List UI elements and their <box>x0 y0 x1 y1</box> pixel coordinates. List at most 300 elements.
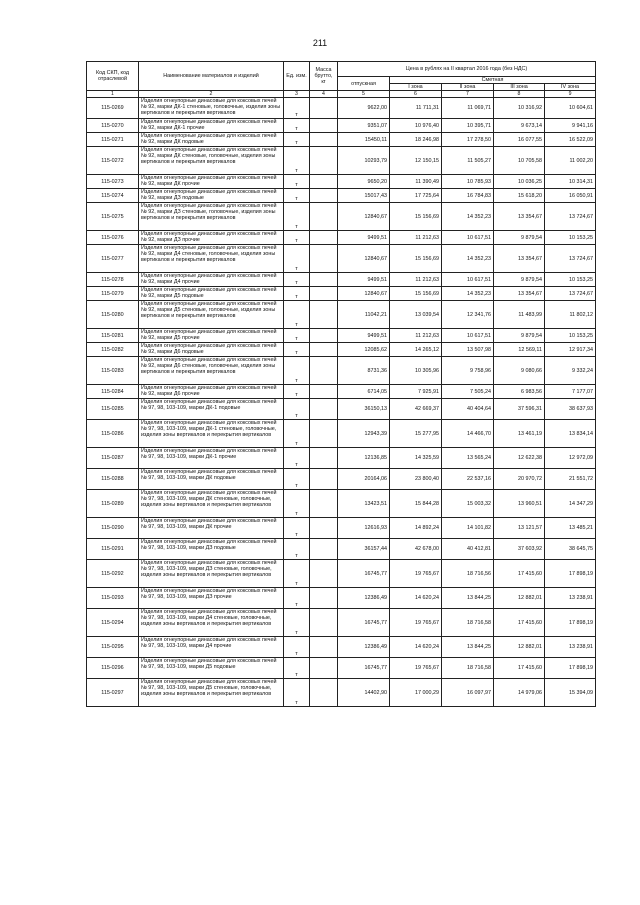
row-code: 115-0280 <box>87 301 139 329</box>
row-zone4-price: 12 917,34 <box>545 343 596 357</box>
row-zone1-price: 18 246,98 <box>390 133 442 147</box>
row-zone3-price: 12 882,01 <box>494 637 545 658</box>
row-zone1-price: 11 212,63 <box>390 231 442 245</box>
page-number: 211 <box>312 38 328 48</box>
row-mass <box>310 329 338 343</box>
row-zone2-price: 10 785,93 <box>442 175 494 189</box>
table-row <box>87 147 596 175</box>
row-mass <box>310 518 338 539</box>
row-zone4-price: 38 637,93 <box>545 399 596 420</box>
row-mass <box>310 679 338 707</box>
row-zone1-price: 14 892,24 <box>390 518 442 539</box>
row-zone4-price: 11 002,20 <box>545 147 596 175</box>
row-unit: т <box>284 420 310 448</box>
row-mass <box>310 420 338 448</box>
column-numbers-row <box>87 91 596 98</box>
row-zone2-price: 14 101,82 <box>442 518 494 539</box>
table-row <box>87 189 596 203</box>
row-zone3-price: 17 415,60 <box>494 560 545 588</box>
row-zone4-price: 17 898,19 <box>545 658 596 679</box>
row-zone1-price: 15 277,95 <box>390 420 442 448</box>
row-unit: т <box>284 588 310 609</box>
row-zone3-price: 6 983,56 <box>494 385 545 399</box>
row-release-price: 16745,77 <box>338 658 390 679</box>
row-name: Изделия огнеупорные динасовые для коксовых печей № 92, марки ДК подовые <box>139 133 284 147</box>
row-code: 115-0284 <box>87 385 139 399</box>
row-name: Изделия огнеупорные динасовые для коксовых печей № 92, марки ДЗ стеновые, головочные, изделия зоны вертикалов и перекрытия вертикалов <box>139 203 284 231</box>
table-row <box>87 448 596 469</box>
row-code: 115-0287 <box>87 448 139 469</box>
row-code: 115-0295 <box>87 637 139 658</box>
row-code: 115-0286 <box>87 420 139 448</box>
row-zone2-price: 22 537,16 <box>442 469 494 490</box>
header-price-group: Цена в рублях на II квартал 2016 года (без НДС) <box>338 62 596 77</box>
table-row <box>87 469 596 490</box>
row-unit: т <box>284 469 310 490</box>
row-zone4-price: 10 153,25 <box>545 329 596 343</box>
row-zone4-price: 17 898,19 <box>545 609 596 637</box>
row-zone4-price: 13 238,91 <box>545 637 596 658</box>
row-name: Изделия огнеупорные динасовые для коксовых печей № 92, марки ДЗ прочие <box>139 231 284 245</box>
row-mass <box>310 560 338 588</box>
row-unit: т <box>284 245 310 273</box>
row-name: Изделия огнеупорные динасовые для коксовых печей № 97, 98, 103-109, марки Д4 стеновые, головочные, изделия зоны вертикалов и перекрытия вертикалов <box>139 609 284 637</box>
table-row <box>87 637 596 658</box>
table-row <box>87 588 596 609</box>
row-zone1-price: 19 765,67 <box>390 609 442 637</box>
row-name: Изделия огнеупорные динасовые для коксовых печей № 92, марки Д4 стеновые, головочные, изделия зоны вертикалов и перекрытия вертикалов <box>139 245 284 273</box>
row-zone3-price: 12 882,01 <box>494 588 545 609</box>
row-zone3-price: 13 461,19 <box>494 420 545 448</box>
row-unit: т <box>284 133 310 147</box>
table-row <box>87 231 596 245</box>
row-release-price: 12943,39 <box>338 420 390 448</box>
row-mass <box>310 539 338 560</box>
row-unit: т <box>284 231 310 245</box>
row-release-price: 36150,13 <box>338 399 390 420</box>
row-unit: т <box>284 175 310 189</box>
row-code: 115-0289 <box>87 490 139 518</box>
row-zone3-price: 10 705,58 <box>494 147 545 175</box>
row-zone2-price: 10 617,51 <box>442 273 494 287</box>
table-row <box>87 609 596 637</box>
row-mass <box>310 399 338 420</box>
table-row <box>87 175 596 189</box>
row-name: Изделия огнеупорные динасовые для коксовых печей № 97, 98, 103-109, марки ДК-1 прочие <box>139 448 284 469</box>
row-zone3-price: 13 960,51 <box>494 490 545 518</box>
row-zone3-price: 10 316,92 <box>494 98 545 119</box>
column-number: 8 <box>494 91 545 98</box>
row-zone2-price: 9 758,96 <box>442 357 494 385</box>
row-release-price: 12085,62 <box>338 343 390 357</box>
row-zone2-price: 18 716,56 <box>442 560 494 588</box>
row-mass <box>310 448 338 469</box>
row-code: 115-0281 <box>87 329 139 343</box>
row-code: 115-0272 <box>87 147 139 175</box>
row-zone3-price: 9 879,54 <box>494 231 545 245</box>
row-zone3-price: 12 569,11 <box>494 343 545 357</box>
row-release-price: 12840,67 <box>338 203 390 231</box>
row-zone3-price: 37 603,92 <box>494 539 545 560</box>
table-body <box>87 98 596 707</box>
row-name: Изделия огнеупорные динасовые для коксовых печей № 92, марки Д5 прочие <box>139 329 284 343</box>
header-zone3: III зона <box>494 84 545 91</box>
row-zone2-price: 7 505,24 <box>442 385 494 399</box>
table-row <box>87 203 596 231</box>
row-zone3-price: 9 080,66 <box>494 357 545 385</box>
row-zone2-price: 11 069,71 <box>442 98 494 119</box>
header-zone4: IV зона <box>545 84 596 91</box>
row-zone4-price: 13 724,67 <box>545 287 596 301</box>
row-zone4-price: 21 551,72 <box>545 469 596 490</box>
row-code: 115-0297 <box>87 679 139 707</box>
row-unit: т <box>284 490 310 518</box>
row-zone2-price: 40 404,64 <box>442 399 494 420</box>
row-name: Изделия огнеупорные динасовые для коксовых печей № 92, марки ДК-1 стеновые, головочные, изделия зоны вертикалов и перекрытия вертикалов <box>139 98 284 119</box>
row-unit: т <box>284 399 310 420</box>
row-mass <box>310 147 338 175</box>
row-zone2-price: 10 617,51 <box>442 231 494 245</box>
row-zone2-price: 16 097,97 <box>442 679 494 707</box>
row-zone3-price: 12 622,38 <box>494 448 545 469</box>
row-zone1-price: 23 800,40 <box>390 469 442 490</box>
table-row <box>87 273 596 287</box>
row-zone3-price: 11 483,99 <box>494 301 545 329</box>
row-zone2-price: 17 278,50 <box>442 133 494 147</box>
row-code: 115-0283 <box>87 357 139 385</box>
column-number: 2 <box>139 91 284 98</box>
row-mass <box>310 273 338 287</box>
column-number: 5 <box>338 91 390 98</box>
row-mass <box>310 469 338 490</box>
row-zone4-price: 16 050,91 <box>545 189 596 203</box>
header-unit: Ед. изм. <box>284 62 310 91</box>
row-name: Изделия огнеупорные динасовые для коксовых печей № 92, марки ДЗ подовые <box>139 189 284 203</box>
row-zone2-price: 13 507,98 <box>442 343 494 357</box>
row-zone2-price: 16 784,83 <box>442 189 494 203</box>
row-mass <box>310 301 338 329</box>
row-mass <box>310 490 338 518</box>
row-zone2-price: 15 003,32 <box>442 490 494 518</box>
row-zone4-price: 38 645,75 <box>545 539 596 560</box>
row-mass <box>310 175 338 189</box>
row-zone4-price: 10 604,61 <box>545 98 596 119</box>
row-zone1-price: 11 711,31 <box>390 98 442 119</box>
row-name: Изделия огнеупорные динасовые для коксовых печей № 97, 98, 103-109, марки Д5 подовые <box>139 658 284 679</box>
row-zone1-price: 15 156,69 <box>390 245 442 273</box>
header-zone1: I зона <box>390 84 442 91</box>
table-row <box>87 385 596 399</box>
row-zone4-price: 13 485,21 <box>545 518 596 539</box>
row-release-price: 15450,11 <box>338 133 390 147</box>
row-name: Изделия огнеупорные динасовые для коксовых печей № 92, марки ДК стеновые, головочные, изделия зоны вертикалов и перекрытия вертикалов <box>139 147 284 175</box>
row-name: Изделия огнеупорные динасовые для коксовых печей № 92, марки Д6 стеновые, головочные, изделия зоны вертикалов и перекрытия вертикалов <box>139 357 284 385</box>
row-release-price: 9499,51 <box>338 231 390 245</box>
row-unit: т <box>284 539 310 560</box>
row-zone3-price: 17 415,60 <box>494 609 545 637</box>
header-release: отпускная <box>338 77 390 91</box>
row-zone3-price: 9 879,54 <box>494 273 545 287</box>
row-unit: т <box>284 609 310 637</box>
row-unit: т <box>284 343 310 357</box>
row-code: 115-0291 <box>87 539 139 560</box>
row-zone3-price: 9 879,54 <box>494 329 545 343</box>
table-row <box>87 287 596 301</box>
row-name: Изделия огнеупорные динасовые для коксовых печей № 97, 98, 103-109, марки Д5 стеновые, головочные, изделия зоны вертикалов и перекрытия вертикалов <box>139 679 284 707</box>
row-release-price: 12840,67 <box>338 287 390 301</box>
row-unit: т <box>284 329 310 343</box>
row-mass <box>310 231 338 245</box>
row-zone2-price: 12 341,76 <box>442 301 494 329</box>
row-release-price: 6714,05 <box>338 385 390 399</box>
column-number: 3 <box>284 91 310 98</box>
row-unit: т <box>284 637 310 658</box>
column-number: 4 <box>310 91 338 98</box>
row-code: 115-0277 <box>87 245 139 273</box>
row-release-price: 13423,51 <box>338 490 390 518</box>
row-zone4-price: 13 724,67 <box>545 245 596 273</box>
row-zone4-price: 15 394,09 <box>545 679 596 707</box>
row-zone1-price: 17 725,64 <box>390 189 442 203</box>
row-zone1-price: 14 620,24 <box>390 637 442 658</box>
row-code: 115-0294 <box>87 609 139 637</box>
header-code: Код СКП, код отраслевой <box>87 62 139 91</box>
row-zone2-price: 10 395,71 <box>442 119 494 133</box>
row-zone1-price: 15 844,28 <box>390 490 442 518</box>
row-zone2-price: 18 716,58 <box>442 609 494 637</box>
row-name: Изделия огнеупорные динасовые для коксовых печей № 97, 98, 103-109, марки ДК стеновые, головочные, изделия зоны вертикалов и перекрытия вертикалов <box>139 490 284 518</box>
row-unit: т <box>284 119 310 133</box>
row-release-price: 20164,06 <box>338 469 390 490</box>
row-zone2-price: 10 617,51 <box>442 329 494 343</box>
row-mass <box>310 98 338 119</box>
row-zone3-price: 17 415,60 <box>494 658 545 679</box>
row-unit: т <box>284 448 310 469</box>
table-row <box>87 679 596 707</box>
row-zone4-price: 13 724,67 <box>545 203 596 231</box>
row-name: Изделия огнеупорные динасовые для коксовых печей № 97, 98, 103-109, марки Д4 прочие <box>139 637 284 658</box>
row-zone4-price: 7 177,07 <box>545 385 596 399</box>
row-zone1-price: 14 620,24 <box>390 588 442 609</box>
row-code: 115-0278 <box>87 273 139 287</box>
row-name: Изделия огнеупорные динасовые для коксовых печей № 92, марки Д6 прочие <box>139 385 284 399</box>
column-number: 6 <box>390 91 442 98</box>
row-release-price: 8731,36 <box>338 357 390 385</box>
row-release-price: 16745,77 <box>338 609 390 637</box>
row-name: Изделия огнеупорные динасовые для коксовых печей № 97, 98, 103-109, марки ДК прочие <box>139 518 284 539</box>
row-zone4-price: 9 332,24 <box>545 357 596 385</box>
row-zone4-price: 13 238,91 <box>545 588 596 609</box>
row-zone4-price: 13 834,14 <box>545 420 596 448</box>
row-name: Изделия огнеупорные динасовые для коксовых печей № 97, 98, 103-109, марки ДЗ стеновые, головочные, изделия зоны вертикалов и перекрытия вертикалов <box>139 560 284 588</box>
row-unit: т <box>284 658 310 679</box>
row-name: Изделия огнеупорные динасовые для коксовых печей № 92, марки Д4 прочие <box>139 273 284 287</box>
row-code: 115-0293 <box>87 588 139 609</box>
row-release-price: 9622,00 <box>338 98 390 119</box>
row-zone4-price: 10 153,25 <box>545 231 596 245</box>
row-zone1-price: 15 156,69 <box>390 287 442 301</box>
row-mass <box>310 119 338 133</box>
row-release-price: 15017,43 <box>338 189 390 203</box>
header-name: Наименование материалов и изделий <box>139 62 284 91</box>
row-name: Изделия огнеупорные динасовые для коксовых печей № 92, марки ДК-1 прочие <box>139 119 284 133</box>
row-zone1-price: 12 150,15 <box>390 147 442 175</box>
row-zone2-price: 11 505,27 <box>442 147 494 175</box>
row-zone2-price: 14 466,70 <box>442 420 494 448</box>
row-unit: т <box>284 203 310 231</box>
row-name: Изделия огнеупорные динасовые для коксовых печей № 97, 98, 103-109, марки ДК-1 стеновые, головочные, изделия зоны вертикалов и перекрытия вертикалов <box>139 420 284 448</box>
row-release-price: 14402,90 <box>338 679 390 707</box>
row-unit: т <box>284 273 310 287</box>
price-table <box>86 61 596 707</box>
table-row <box>87 560 596 588</box>
row-zone1-price: 7 925,91 <box>390 385 442 399</box>
row-zone1-price: 11 212,63 <box>390 329 442 343</box>
row-mass <box>310 637 338 658</box>
table-row <box>87 301 596 329</box>
row-zone2-price: 40 412,81 <box>442 539 494 560</box>
row-zone3-price: 20 970,72 <box>494 469 545 490</box>
row-mass <box>310 609 338 637</box>
row-zone1-price: 11 212,63 <box>390 273 442 287</box>
row-release-price: 9351,07 <box>338 119 390 133</box>
row-zone3-price: 9 673,14 <box>494 119 545 133</box>
row-name: Изделия огнеупорные динасовые для коксовых печей № 92, марки Д5 подовые <box>139 287 284 301</box>
row-code: 115-0276 <box>87 231 139 245</box>
row-zone4-price: 12 972,09 <box>545 448 596 469</box>
header-mass: Масса брутто, кг <box>310 62 338 91</box>
row-mass <box>310 203 338 231</box>
row-unit: т <box>284 301 310 329</box>
row-zone1-price: 15 156,69 <box>390 203 442 231</box>
row-name: Изделия огнеупорные динасовые для коксовых печей № 97, 98, 103-109, марки ДЗ прочие <box>139 588 284 609</box>
row-zone3-price: 13 354,67 <box>494 203 545 231</box>
table-row <box>87 420 596 448</box>
row-release-price: 10293,79 <box>338 147 390 175</box>
row-zone4-price: 16 522,09 <box>545 133 596 147</box>
header-estimated: Сметная <box>390 77 596 84</box>
row-zone3-price: 14 979,06 <box>494 679 545 707</box>
row-mass <box>310 385 338 399</box>
row-unit: т <box>284 385 310 399</box>
row-zone4-price: 9 941,16 <box>545 119 596 133</box>
row-name: Изделия огнеупорные динасовые для коксовых печей № 97, 98, 103-109, марки ДК-1 подовые <box>139 399 284 420</box>
row-zone3-price: 37 596,31 <box>494 399 545 420</box>
row-code: 115-0269 <box>87 98 139 119</box>
row-release-price: 9499,51 <box>338 273 390 287</box>
row-zone2-price: 14 352,23 <box>442 287 494 301</box>
table-row <box>87 399 596 420</box>
row-mass <box>310 287 338 301</box>
header-zone2: II зона <box>442 84 494 91</box>
row-zone3-price: 10 036,25 <box>494 175 545 189</box>
row-code: 115-0288 <box>87 469 139 490</box>
row-zone1-price: 19 765,67 <box>390 560 442 588</box>
row-zone1-price: 42 678,00 <box>390 539 442 560</box>
table-row <box>87 658 596 679</box>
row-release-price: 11042,21 <box>338 301 390 329</box>
row-zone2-price: 18 716,58 <box>442 658 494 679</box>
table-row <box>87 490 596 518</box>
row-zone2-price: 14 352,23 <box>442 245 494 273</box>
row-zone3-price: 13 121,57 <box>494 518 545 539</box>
row-release-price: 12386,49 <box>338 588 390 609</box>
row-zone3-price: 13 354,67 <box>494 287 545 301</box>
row-release-price: 12616,93 <box>338 518 390 539</box>
row-zone4-price: 10 153,25 <box>545 273 596 287</box>
row-name: Изделия огнеупорные динасовые для коксовых печей № 97, 98, 103-109, марки ДЗ подовые <box>139 539 284 560</box>
row-release-price: 36157,44 <box>338 539 390 560</box>
table-row <box>87 518 596 539</box>
table-row <box>87 119 596 133</box>
row-code: 115-0275 <box>87 203 139 231</box>
table-row <box>87 357 596 385</box>
row-zone3-price: 13 354,67 <box>494 245 545 273</box>
table-row <box>87 98 596 119</box>
row-release-price: 12840,67 <box>338 245 390 273</box>
row-code: 115-0271 <box>87 133 139 147</box>
row-name: Изделия огнеупорные динасовые для коксовых печей № 97, 98, 103-109, марки ДК подовые <box>139 469 284 490</box>
table-row <box>87 343 596 357</box>
row-zone4-price: 17 898,19 <box>545 560 596 588</box>
row-name: Изделия огнеупорные динасовые для коксовых печей № 92, марки Д5 стеновые, головочные, изделия зоны вертикалов и перекрытия вертикалов <box>139 301 284 329</box>
row-mass <box>310 357 338 385</box>
row-unit: т <box>284 560 310 588</box>
row-code: 115-0285 <box>87 399 139 420</box>
row-release-price: 12136,85 <box>338 448 390 469</box>
row-zone1-price: 14 325,59 <box>390 448 442 469</box>
row-zone1-price: 42 669,37 <box>390 399 442 420</box>
row-zone1-price: 10 305,96 <box>390 357 442 385</box>
table-row <box>87 329 596 343</box>
row-zone3-price: 15 618,20 <box>494 189 545 203</box>
row-code: 115-0274 <box>87 189 139 203</box>
row-name: Изделия огнеупорные динасовые для коксовых печей № 92, марки ДК прочие <box>139 175 284 189</box>
column-number: 7 <box>442 91 494 98</box>
row-zone1-price: 19 765,67 <box>390 658 442 679</box>
row-code: 115-0290 <box>87 518 139 539</box>
row-zone3-price: 16 077,55 <box>494 133 545 147</box>
row-zone2-price: 13 565,24 <box>442 448 494 469</box>
row-unit: т <box>284 147 310 175</box>
row-name: Изделия огнеупорные динасовые для коксовых печей № 92, марки Д6 подовые <box>139 343 284 357</box>
row-zone4-price: 11 802,12 <box>545 301 596 329</box>
row-release-price: 9499,51 <box>338 329 390 343</box>
row-unit: т <box>284 357 310 385</box>
row-mass <box>310 133 338 147</box>
row-code: 115-0270 <box>87 119 139 133</box>
row-mass <box>310 588 338 609</box>
row-code: 115-0282 <box>87 343 139 357</box>
row-zone1-price: 11 390,49 <box>390 175 442 189</box>
row-mass <box>310 245 338 273</box>
row-code: 115-0273 <box>87 175 139 189</box>
table-row <box>87 539 596 560</box>
row-zone1-price: 13 039,54 <box>390 301 442 329</box>
table-row <box>87 245 596 273</box>
row-code: 115-0292 <box>87 560 139 588</box>
row-unit: т <box>284 98 310 119</box>
row-mass <box>310 343 338 357</box>
row-zone1-price: 14 265,12 <box>390 343 442 357</box>
row-unit: т <box>284 518 310 539</box>
row-zone2-price: 13 844,25 <box>442 637 494 658</box>
row-zone4-price: 10 314,31 <box>545 175 596 189</box>
column-number: 1 <box>87 91 139 98</box>
row-mass <box>310 658 338 679</box>
row-zone4-price: 14 347,29 <box>545 490 596 518</box>
row-release-price: 12386,49 <box>338 637 390 658</box>
